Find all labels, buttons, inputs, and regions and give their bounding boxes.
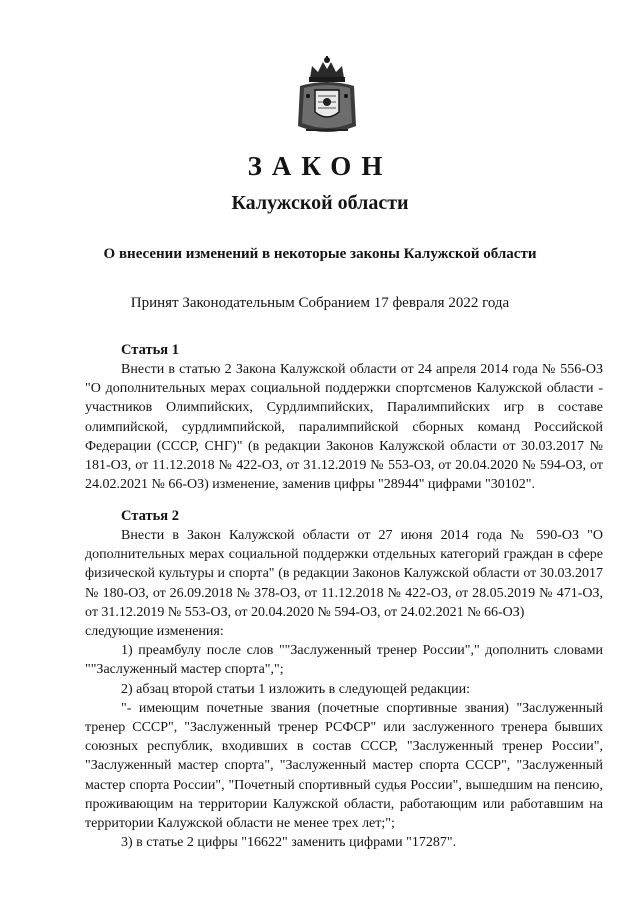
article-2-intro-end: следующие изменения:	[85, 624, 224, 640]
article-2-item-2: 2) абзац второй статьи 1 изложить в следующей редакции:	[121, 681, 471, 697]
adoption-note: Принят Законодательным Собранием 17 февраля 2022 года	[130, 295, 510, 311]
article-2-quote: "- имеющим почетные звания (почетные спортивные звания) "Заслуженный тренер СССР", "Заслуженный тренер РСФСР" или заслуженного тренера бывших союзных республик, входивших в состав СССР, "Заслуженный тренер России", "Заслуженный мастер спорта", "Заслуженный мастер спорта СССР", "Заслуженный мастер спорта России", "Почетный спортивный судья России", вышедшим на пенсию, проживающим на территории Калужской области, работающим или работавшим на территории Калужской области не менее трех лет;";	[85, 700, 603, 832]
coat-of-arms-emblem	[296, 56, 358, 138]
article-1-title: Статья 1	[121, 342, 179, 358]
article-2-item-1: 1) преамбулу после слов ""Заслуженный тренер России"," дополнить словами ""Заслуженный мастер спорта",";	[85, 643, 603, 678]
article-1-text: Внести в статью 2 Закона Калужской области от 24 апреля 2014 года № 556-ОЗ "О дополнительных мерах социальной поддержки спортсменов Калужской области - участников Олимпийских, Сурдлимпийских, Паралимпийских игр в составе олимпийской, сурдлимпийской, паралимпийской сборных команд Российской Федерации (СССР, СНГ)" (в редакции Законов Калужской области от 30.03.2017 № 181-ОЗ, от 11.12.2018 № 422-ОЗ, от 31.12.2019 № 553-ОЗ, от 20.04.2020 № 594-ОЗ, от 24.02.2021 № 66-ОЗ) изменение, заменив цифры "28944" цифрами "30102".	[85, 362, 603, 493]
article-2-item-3: 3) в статье 2 цифры "16622" заменить цифрами "17287".	[121, 835, 457, 851]
document-subtitle: Калужской области	[231, 192, 409, 214]
document-heading: О внесении изменений в некоторые законы Калужской области	[103, 246, 537, 262]
article-1-body	[85, 360, 603, 494]
article-2-title: Статья 2	[121, 508, 179, 524]
article-2-intro: Внести в Закон Калужской области от 27 июня 2014 года № 590-ОЗ "О дополнительных мерах социальной поддержки отдельных категорий граждан в сфере физической культуры и спорта" (в редакции Законов Калужской области от 30.03.2017 № 180-ОЗ, от 26.09.2018 № 378-ОЗ, от 11.12.2018 № 422-ОЗ, от 28.05.2019 № 471-ОЗ, от 31.12.2019 № 553-ОЗ, от 20.04.2020 № 594-ОЗ, от 24.02.2021 № 66-ОЗ)	[85, 528, 603, 620]
document-title: ЗАКОН	[247, 151, 393, 181]
article-2-body	[85, 526, 603, 852]
